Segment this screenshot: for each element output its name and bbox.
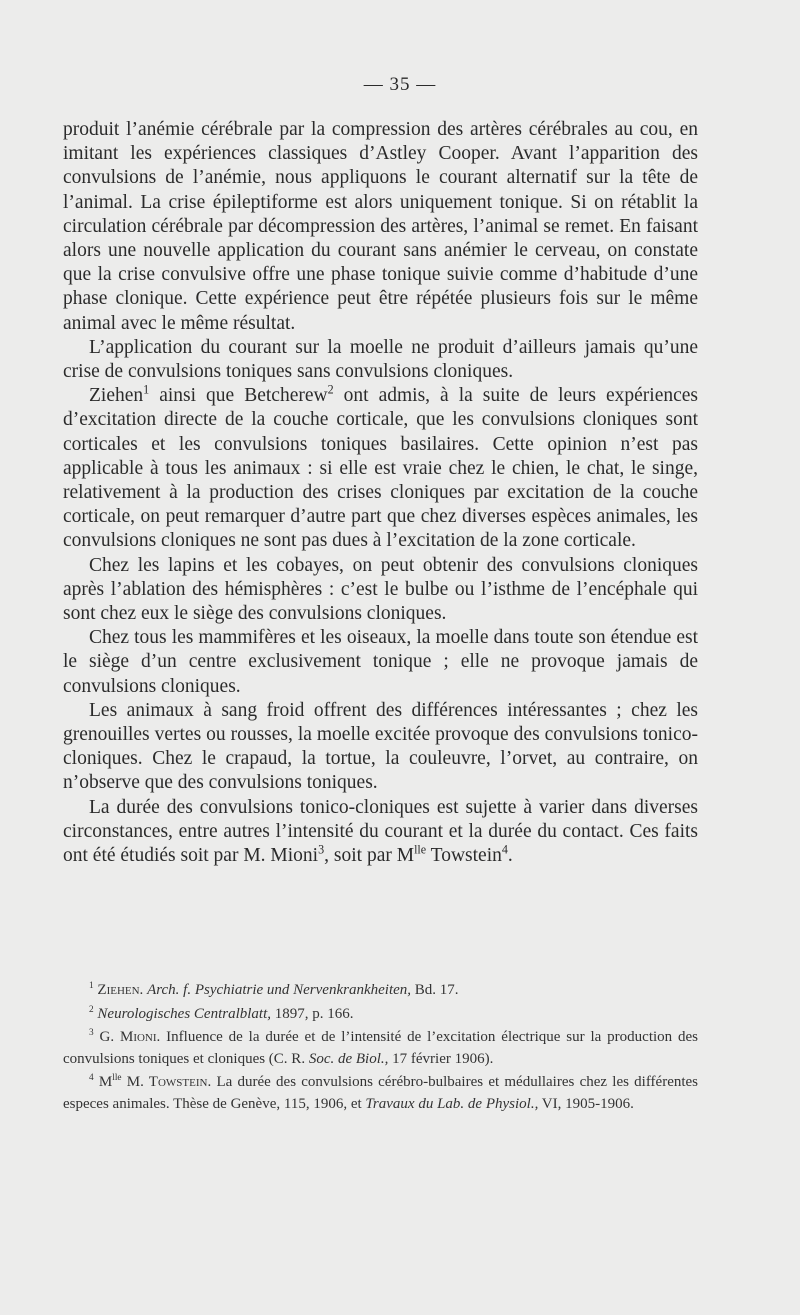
footnote: $^3$ G. Mioni. Influence de la durée et de l’intensité de l’excitation électrique sur la production des convulsions toniques et cloniques (C. R. Soc. de Biol., 17 février 1906).: [63, 1028, 699, 1067]
body-text: [63, 118, 698, 868]
footnote-ref[interactable]: 2: [327, 382, 334, 397]
paragraph: La durée des convulsions tonico-cloniques est sujette à varier dans diverses circonstances, entre autres l’intensité du courant et la durée du contact. Ces faits ont été étudiés soit par M. Mioni$^3$, soit par $M^{lle}$ Towstein$^4$.: [63, 796, 698, 867]
paragraph: produit l’anémie cérébrale par la compression des artères cérébrales au cou, en imitant les expériences classiques d’Astley Cooper. Avant l’apparition des convulsions de l’anémie, nous appliquons le courant alternatif sur la tête de l’animal. La crise épileptiforme est alors uniquement tonique. Si on rétablit la circulation cérébrale par décompression des artères, l’animal se remet. En faisant alors une nouvelle application du courant sans anémier le cerveau, on constate que la crise convulsive offre une phase tonique suivie comme d’habitude d’une phase clonique. Cette expérience peut être répétée plusieurs fois sur le même animal avec le même résultat.: [63, 119, 698, 334]
paragraph: L’application du courant sur la moelle ne produit d’ailleurs jamais qu’une crise de convulsions toniques sans convulsions cloniques.: [63, 336, 698, 383]
paragraph: Chez les lapins et les cobayes, on peut obtenir des convulsions cloniques après l’ablation des hémisphères : c’est le bulbe ou l’isthme de l’encéphale qui sont chez eux le siège des convulsions cloniques.: [63, 554, 698, 625]
paragraph: Ziehen$^1$ ainsi que Betcherew$^2$ ont admis, à la suite de leurs expériences d’excitation directe de la couche corticale, que les convulsions cloniques sont corticales et les convulsions toniques basilaires. Cette opinion n’est pas applicable à tous les animaux : si elle est vraie chez le chien, le chat, le singe, relativement à la production des crises cloniques par excitation de la couche corticale, on peut remarquer d’autre part que chez diverses espèces animales, les convulsions cloniques ne sont pas dues à l’excitation de la zone corticale.: [63, 382, 699, 552]
footnote: $^2$ Neurologisches Centralblatt, 1897, p. 166.: [89, 1004, 354, 1022]
footnotes: [63, 980, 698, 1117]
footnote: $^4$ $M^{lle}$ M. Towstein. La durée des convulsions cérébro-bulbaires et médullaires chez les différentes especes animales. Thèse de Genève, 115, 1906, et Travaux du Lab. de Physiol., VI, 1905-1906.: [63, 1073, 699, 1112]
page-number: — 35 —: [363, 74, 437, 95]
footnote-ref[interactable]: 1: [143, 382, 150, 397]
footnote: $^1$ Ziehen. Arch. f. Psychiatrie und Nervenkrankheiten, Bd. 17.: [89, 981, 459, 998]
paragraph: Chez tous les mammifères et les oiseaux, la moelle dans toute son étendue est le siège d’un centre exclusivement tonique ; elle ne provoque jamais de convulsions cloniques.: [63, 627, 698, 697]
footnote-ref[interactable]: 3: [318, 842, 325, 857]
paragraph: Les animaux à sang froid offrent des différences intéressantes ; chez les grenouilles vertes ou rousses, la moelle excitée provoque des convulsions tonico-cloniques. Chez le crapaud, la tortue, la couleuvre, l’orvet, au contraire, on n’observe que des convulsions toniques.: [63, 699, 698, 794]
footnote-ref[interactable]: 4: [501, 842, 508, 857]
ziehen-name: Ziehen: [89, 385, 144, 407]
